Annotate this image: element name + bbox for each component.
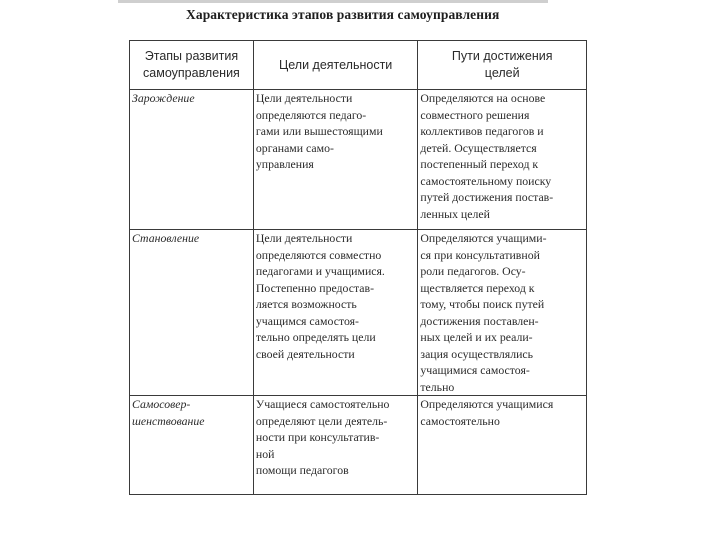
ways-cell: Определяются учащими- ся при консультативной роли педагогов. Осу- ществляется переход к тому, чтобы поиск путей достижения поставлен- ных целей и их реали- зация осуществлялись учащимися самостоя- тельно xyxy=(418,230,587,396)
stage-cell: Становление xyxy=(130,230,254,396)
ways-cell: Определяются учащимися самостоятельно xyxy=(418,396,587,495)
goals-cell: Цели деятельности определяются совместно педагогами и учащимися. Постепенно предостав- ляется возможность учащимся самостоя- тельно определять цели своей деятельности xyxy=(253,230,418,396)
ways-cell: Определяются на основе совместного решения коллективов педагогов и детей. Осуществляется постепенный переход к самостоятельному поиску путей достижения постав- ленных целей xyxy=(418,90,587,230)
stage-cell: Самосовер- шенствование xyxy=(130,396,254,495)
header-stages: Этапы развития самоуправления xyxy=(130,41,254,90)
header-ways: Пути достижения целей xyxy=(418,41,587,90)
stage-cell: Зарождение xyxy=(130,90,254,230)
header-goals: Цели деятельности xyxy=(253,41,418,90)
table-header-row xyxy=(130,41,587,90)
goals-cell: Учащиеся самостоятельно определяют цели деятель- ности при консультатив- ной помощи педагогов xyxy=(253,396,418,495)
table-row xyxy=(130,90,587,230)
page-title: Характеристика этапов развития самоуправления xyxy=(186,7,500,22)
stages-table xyxy=(129,40,587,495)
table-row xyxy=(130,396,587,495)
goals-cell: Цели деятельности определяются педаго- гами или вышестоящими органами само- управления xyxy=(253,90,418,230)
scan-top-edge xyxy=(118,0,548,3)
table-row xyxy=(130,230,587,396)
